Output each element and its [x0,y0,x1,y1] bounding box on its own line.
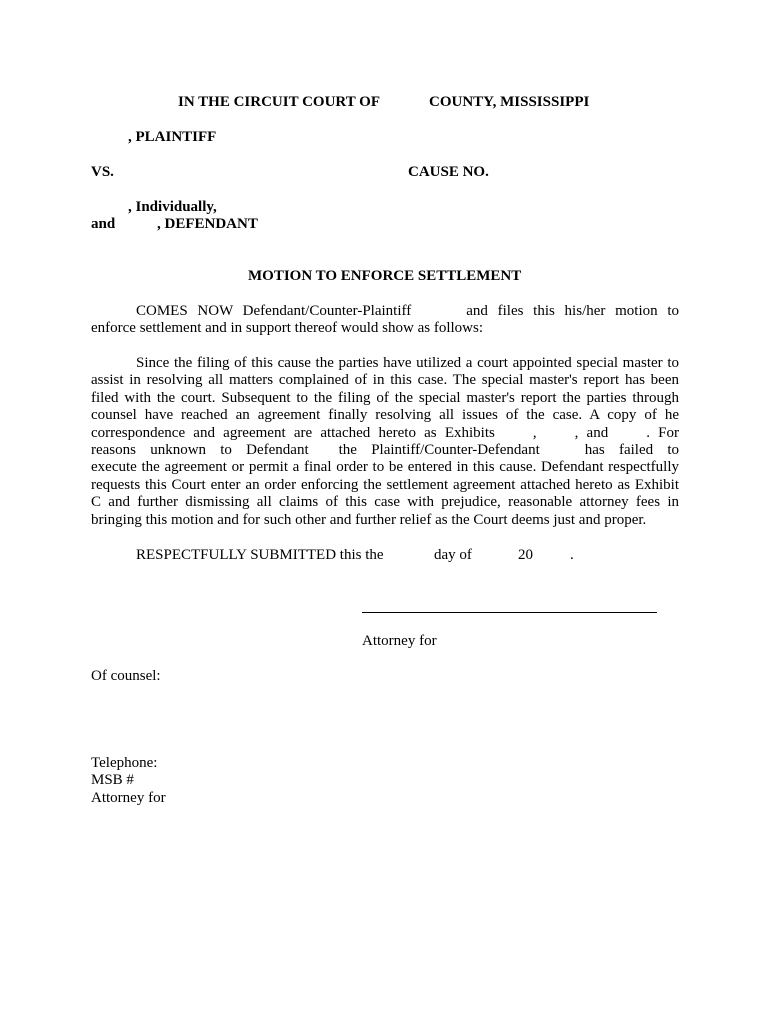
counter-defendant-text: the Plaintiff/Counter-Defendant [338,442,540,459]
paragraph-body-line: counsel have reached an agreement finally resolving all issues of the case. A copy of he [91,407,679,424]
paragraph-body-line [91,442,679,459]
submission-prefix: RESPECTFULLY SUBMITTED this the [136,547,384,563]
plaintiff-label: , PLAINTIFF [128,129,217,145]
paragraph-intro-line [91,303,679,320]
paragraph-body-line: bringing this motion and for such other and further relief as the Court deems just and proper. [91,511,647,528]
versus-label: VS. [91,164,114,180]
cause-number-label: CAUSE NO. [408,164,489,180]
submission-year: 20 [518,547,533,563]
defendant-label: , DEFENDANT [157,216,258,232]
intro-text-part1: COMES NOW Defendant/Counter-Plaintiff [136,303,412,319]
submission-day-of: day of [434,547,472,563]
paragraph-body-line: requests this Court enter an order enforcing the settlement agreement attached hereto as Exhibit [91,476,679,493]
paragraph-body-line: filed with the court. Subsequent to the filing of the special master's report the parties through [91,389,679,406]
paragraph-intro-line: enforce settlement and in support thereof would show as follows: [91,320,483,337]
document-title: MOTION TO ENFORCE SETTLEMENT [248,268,522,284]
signature-line [362,612,657,613]
paragraph-body-line: Since the filing of this cause the parties have utilized a court appointed special master to [136,355,679,371]
of-counsel-label: Of counsel: [91,668,161,684]
telephone-label: Telephone: [91,755,158,771]
exhibit-separator-and: , and [574,424,609,441]
court-name-prefix: IN THE CIRCUIT COURT OF [178,94,381,110]
exhibit-separator-comma: , [532,424,537,441]
footer-attorney-for: Attorney for [91,790,166,806]
failed-text: has failed to [584,442,680,459]
paragraph-body-line: execute the agreement or permit a final order to be entered in this cause. Defendant respectfully [91,459,679,476]
intro-text-part2: and files this his/her motion to [466,303,680,319]
individually-label: , Individually, [128,199,217,215]
exhibits-text: correspondence and agreement are attached hereto as Exhibits [91,424,495,441]
for-text: . For [646,424,679,441]
paragraph-body-line: assist in resolving all matters complained of in this case. The special master's report has been [91,372,679,389]
paragraph-intro [91,303,679,338]
paragraph-body [91,355,679,529]
submission-period: . [570,547,574,563]
paragraph-body-line [91,425,679,442]
paragraph-body-line: C and further dismissing all claims of this case with prejudice, reasonable attorney fees in [91,494,679,511]
msb-number-label: MSB # [91,772,134,788]
and-label: and [91,216,116,232]
signature-attorney-for: Attorney for [362,633,437,649]
reasons-text: reasons unknown to Defendant [91,442,309,459]
court-name-suffix: COUNTY, MISSISSIPPI [429,94,590,110]
